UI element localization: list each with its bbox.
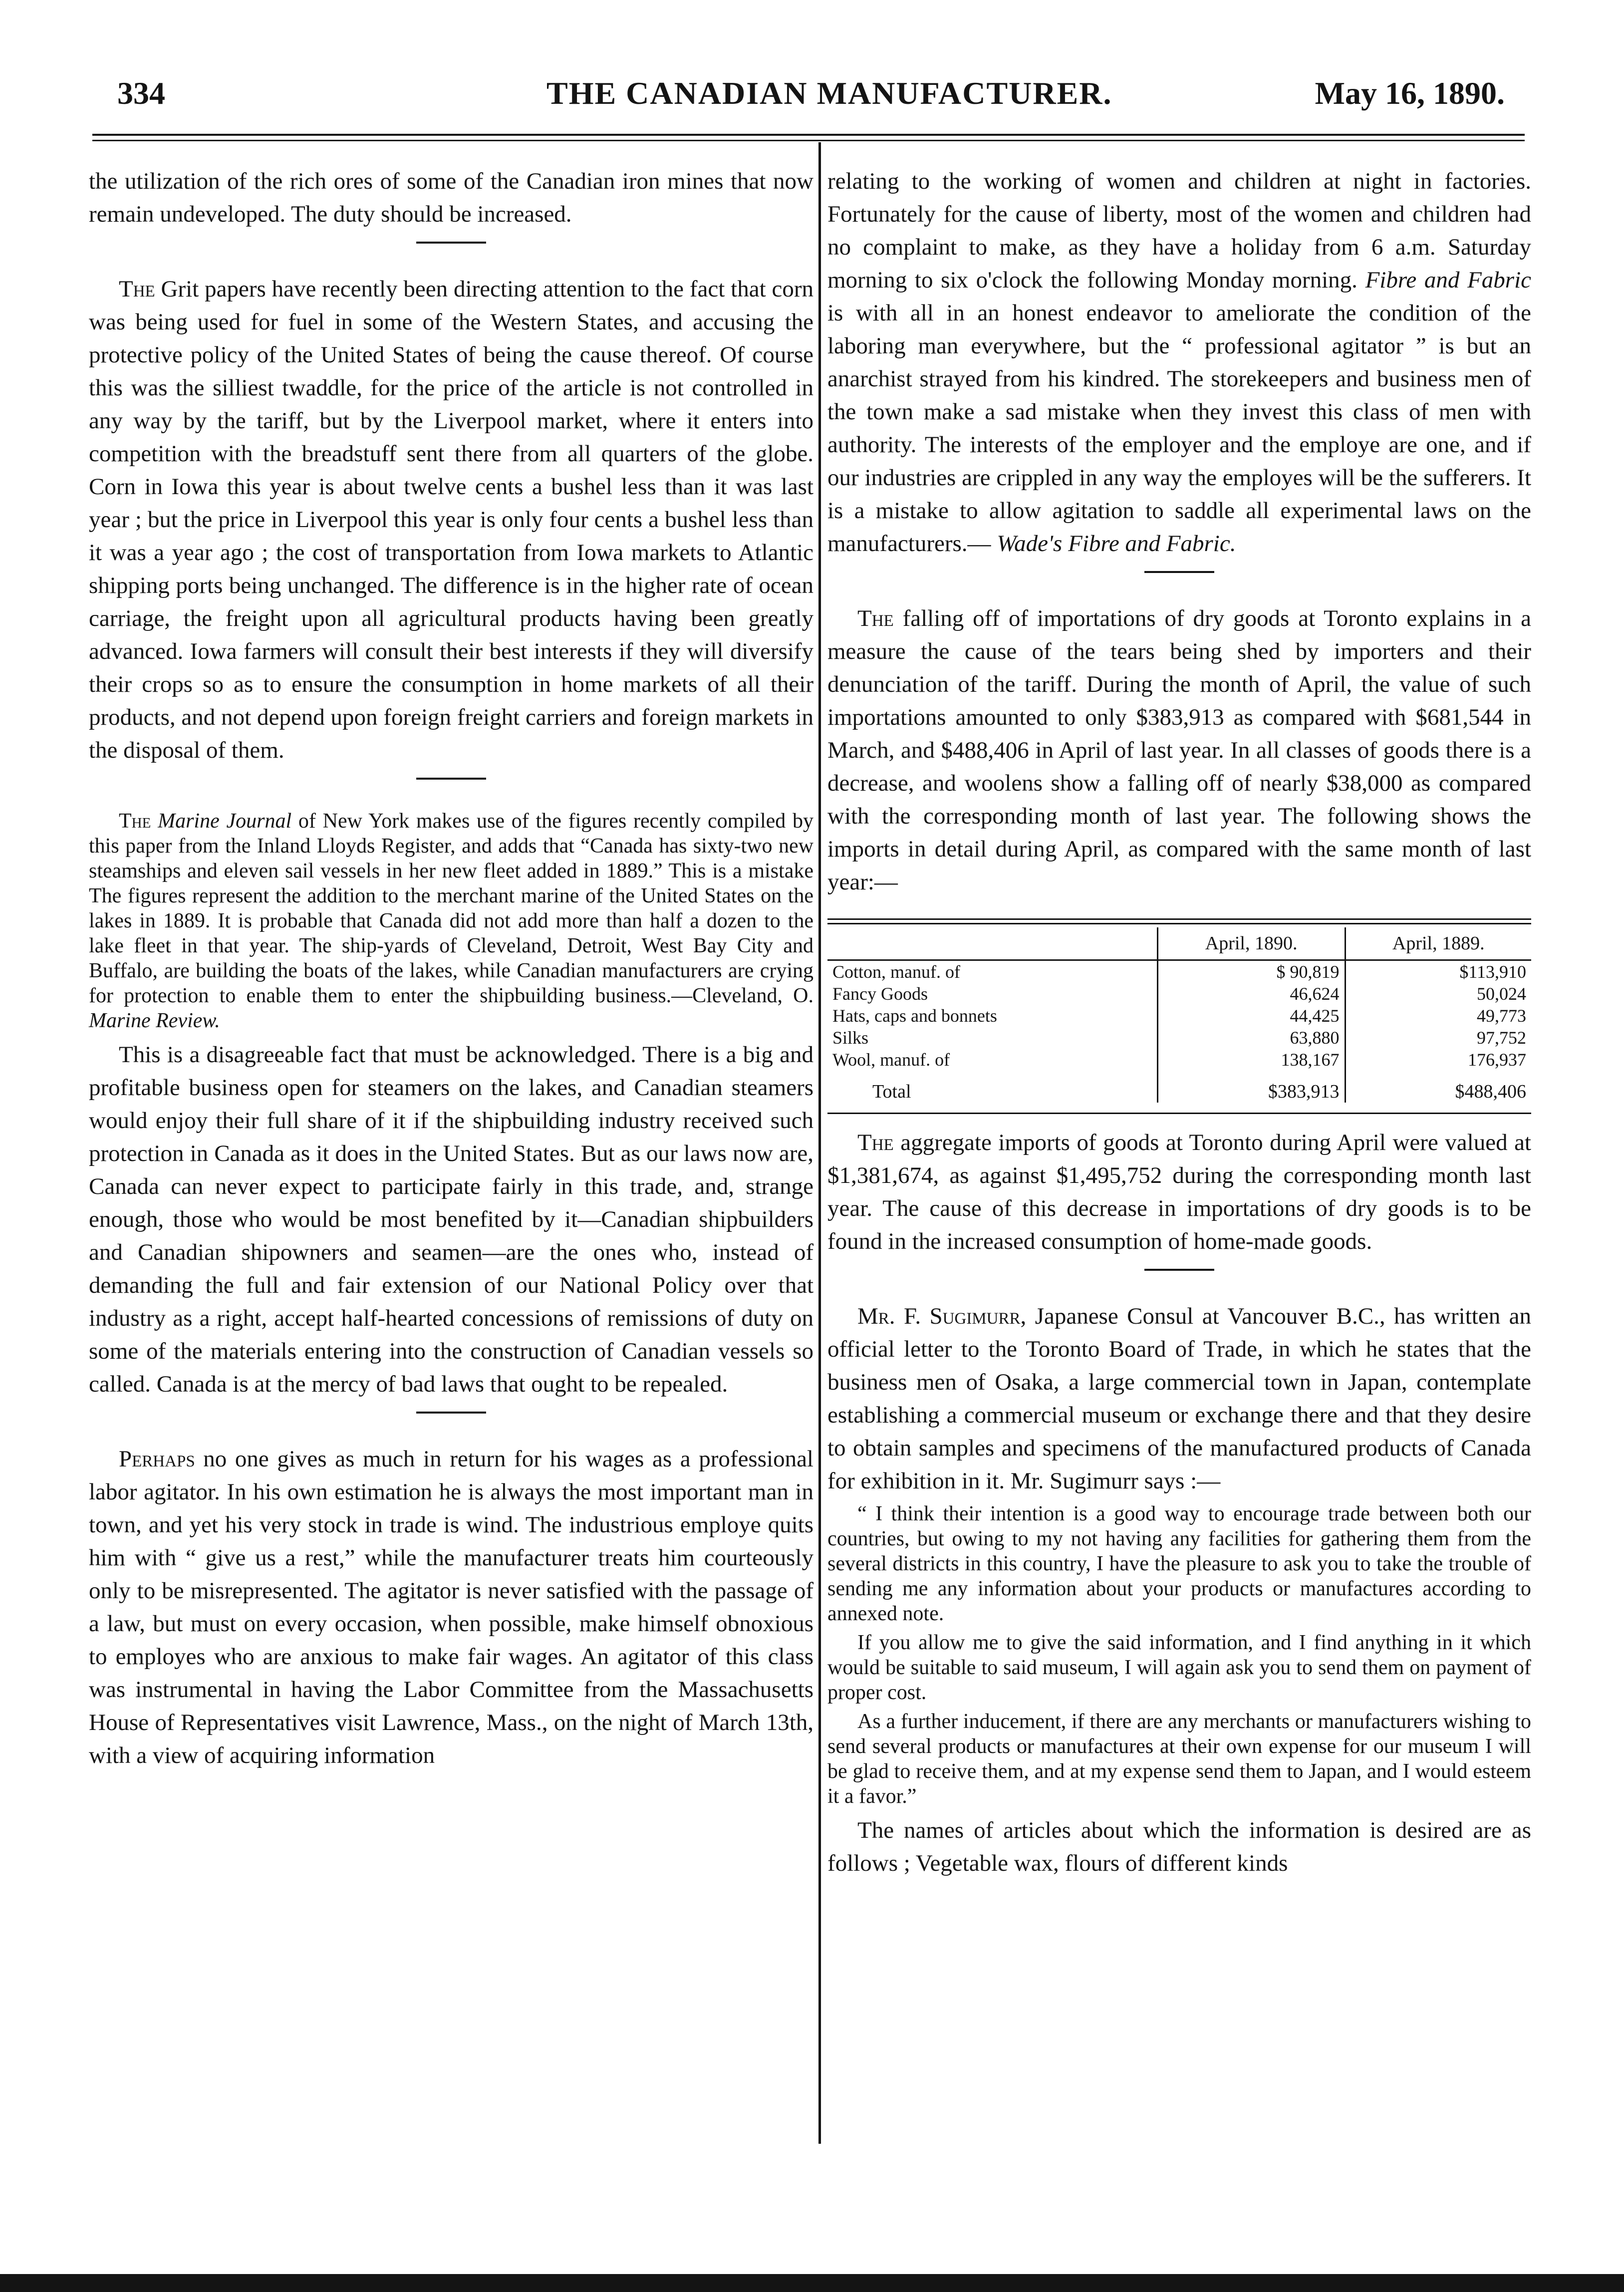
left-column: [89, 165, 813, 1772]
table-header-row: [827, 927, 1531, 960]
article-articles-list: The names of articles about which the information is desired are as follows ; Vegetable wax, flours of different kinds: [827, 1817, 1531, 1876]
article-aggregate-imports: The aggregate imports of goods at Toronto during April were valued at $1,381,674, as against $1,495,752 during the corresponding month last year. The cause of this decrease in importations of dry goods is to be found in the increased consumption of home-made goods.: [827, 1130, 1531, 1254]
article-dry-goods: The falling off of importations of dry goods at Toronto explains in a measure the cause of the tears being shed by importers and their denunciation of the tariff. During the month of April, the value of such importations amounted to only $383,913 as compared with $681,544 in March, and $488,406 in April of last year. In all classes of goods there is a decrease, and woolens show a falling off of nearly $38,000 as compared with the corresponding month of last year. The following shows the imports in detail during April, as compared with the same month of last year:—: [827, 605, 1531, 895]
row-value-1889: 176,937: [1345, 1049, 1531, 1071]
table-row: [827, 1005, 1531, 1027]
separator-rule: [1144, 571, 1214, 573]
table-row: [827, 960, 1531, 983]
row-label: Wool, manuf. of: [832, 1050, 950, 1070]
row-value-1889: 49,773: [1345, 1005, 1531, 1027]
imports-table: [827, 927, 1531, 1103]
table-header-1890: April, 1890.: [1157, 927, 1345, 960]
article-iron-duty: the utilization of the rich ores of some of the Canadian iron mines that now remain undeveloped. The duty should be increased.: [89, 168, 813, 227]
row-value-1890: 138,167: [1157, 1049, 1345, 1071]
consul-quote-3: As a further inducement, if there are any merchants or manufacturers wishing to send several products or manufactures at their own expense for our museum I will be glad to receive them, and at my expense send them to Japan, and I would esteem it a favor.”: [827, 1710, 1531, 1808]
table-row: [827, 983, 1531, 1005]
row-label: Hats, caps and bonnets: [832, 1006, 997, 1026]
table-header-1889: April, 1889.: [1345, 927, 1531, 960]
table-header-blank: [827, 927, 1157, 960]
separator-rule: [1144, 1269, 1214, 1271]
page-header: [87, 70, 1525, 125]
article-corn-fuel: The Grit papers have recently been directing attention to the fact that corn was being used for fuel in some of the Western States, and accusing the protective policy of the United States of being the cause thereof. Of course this was the silliest twaddle, for the price of the article is not controlled in any way by the tariff, but by the Liverpool market, where it enters into competition with the breadstuff sent there from all quarters of the globe. Corn in Iowa this year is about twelve cents a bushel less than it was last year ; but the price in Liverpool this year is only four cents a bushel less than it was a year ago ; the cost of transportation from Iowa markets to Atlantic shipping ports being unchanged. The difference is in the higher rate of ocean carriage, the freight upon all agricultural products having been greatly advanced. Iowa farmers will consult their best interests if they will diversify their crops so as to ensure the consumption in home markets of all their products, and not depend upon foreign freight carriers and foreign markets in the disposal of them.: [89, 276, 813, 763]
row-label: Silks: [832, 1028, 869, 1048]
article-marine-journal: The Marine Journal of New York makes use of the figures recently compiled by this paper from the Inland Lloyds Register, and adds that “Canada has sixty-two new steamships and eleven sail vessels in her new fleet added in 1889.” This is a mistake The figures represent the addition to the merchant marine of the United States on the lakes in 1889. It is probable that Canada did not add more than half a dozen to the lake fleet in that year. The ship-yards of Cleveland, Detroit, West Bay City and Buffalo, are building the boats of the lakes, while Canadian manufacturers are crying for protection to enable them to enter the shipbuilding business.—Cleveland, O. Marine Review.: [89, 810, 814, 1032]
consul-quote-1: “ I think their intention is a good way to encourage trade between both our countries, but owing to my not having any facilities for gathering them from the several districts in this country, I have the pleasure to ask you to take the trouble of sending me any information about your products or manufactures according to annexed note.: [827, 1502, 1531, 1625]
article-labor-agitator: Perhaps no one gives as much in return for his wages as a professional labor agitator. In his own estimation he is always the most important man in town, and yet his very stock in trade is wind. The industrious employe quits him with “ give us a rest,” while the manufacturer treats him courteously only to be misrepresented. The agitator is never satisfied with the passage of a law, but must on every occasion, when possible, make himself obnoxious to employes who are anxious to make fair wages. An agitator of this class was instrumental in having the Labor Committee from the Massachusetts House of Representatives visit Lawrence, Mass., on the night of March 13th, with a view of acquiring information: [89, 1446, 813, 1768]
table-top-rule: [827, 918, 1531, 924]
publication-title: THE CANADIAN MANUFACTURER.: [546, 75, 1112, 111]
column-divider: [818, 142, 821, 2144]
row-value-1890: $ 90,819: [1157, 960, 1345, 983]
row-label: Cotton, manuf. of: [832, 962, 960, 982]
page-number: 334: [117, 75, 165, 111]
header-rule-top: [92, 134, 1525, 136]
separator-rule: [416, 778, 486, 780]
page-bottom-edge: [0, 2274, 1624, 2292]
article-japanese-consul: Mr. F. Sugimurr, Japanese Consul at Vancouver B.C., has written an official letter to the Toronto Board of Trade, in which he states that the business men of Osaka, a large commercial town in Japan, contemplate establishing a commercial museum or exchange there and that they desire to obtain samples and specimens of the manufactured products of Canada for exhibition in it. Mr. Sugimurr says :—: [827, 1303, 1531, 1494]
table-total-row: [827, 1071, 1531, 1103]
article-labor-continued: relating to the working of women and children at night in factories. Fortunately for the cause of liberty, most of the women and children had no complaint to make, as they have a holiday from 6 a.m. Saturday morning to six o'clock the following Monday morning. Fibre and Fabric is with all in an honest endeavor to ameliorate the condition of the laboring man everywhere, but the “ professional agitator ” is but an anarchist strayed from his kindred. The storekeepers and business men of the town make a sad mistake when they invest this class of men with authority. The interests of the employer and the employe are one, and if our industries are crippled in any way the employes will be the sufferers. It is a mistake to allow agitation to saddle all experimental laws on the manufacturers.— Wade's Fibre and Fabric.: [827, 168, 1531, 557]
article-shipbuilding-comment: This is a disagreeable fact that must be acknowledged. There is a big and profitable business open for steamers on the lakes, and Canadian steamers would enjoy their full share of it if the shipbuilding industry received such protection in Canada as it does in the United States. But as our laws now are, Canada can never expect to participate fairly in this trade, and, strange enough, those who would be most benefited by it—Canadian shipbuilders and Canadian shipowners and seamen—are the ones who, instead of demanding the full and fair extension of our National Policy over that industry as a right, accept half-hearted concessions of remissions of duty on some of the materials entering into the construction of Canadian vessels so called. Canada is at the mercy of bad laws that ought to be repealed.: [89, 1042, 813, 1397]
table-row: [827, 1027, 1531, 1049]
separator-rule: [416, 242, 486, 244]
table-row: [827, 1049, 1531, 1071]
total-1889: $488,406: [1345, 1071, 1531, 1103]
row-value-1889: 97,752: [1345, 1027, 1531, 1049]
row-value-1890: 44,425: [1157, 1005, 1345, 1027]
row-label: Fancy Goods: [832, 984, 928, 1004]
issue-date: May 16, 1890.: [1315, 75, 1505, 111]
total-1890: $383,913: [1157, 1071, 1345, 1103]
right-column: [827, 165, 1531, 1880]
row-value-1889: $113,910: [1345, 960, 1531, 983]
header-rule-bottom: [92, 140, 1525, 141]
total-label: Total: [872, 1081, 911, 1102]
row-value-1890: 46,624: [1157, 983, 1345, 1005]
consul-quote-2: If you allow me to give the said information, and I find anything in it which would be suitable to said museum, I will again ask you to send them on payment of proper cost.: [827, 1631, 1531, 1704]
row-value-1890: 63,880: [1157, 1027, 1345, 1049]
separator-rule: [416, 1412, 486, 1414]
row-value-1889: 50,024: [1345, 983, 1531, 1005]
table-bottom-rule: [827, 1113, 1531, 1114]
